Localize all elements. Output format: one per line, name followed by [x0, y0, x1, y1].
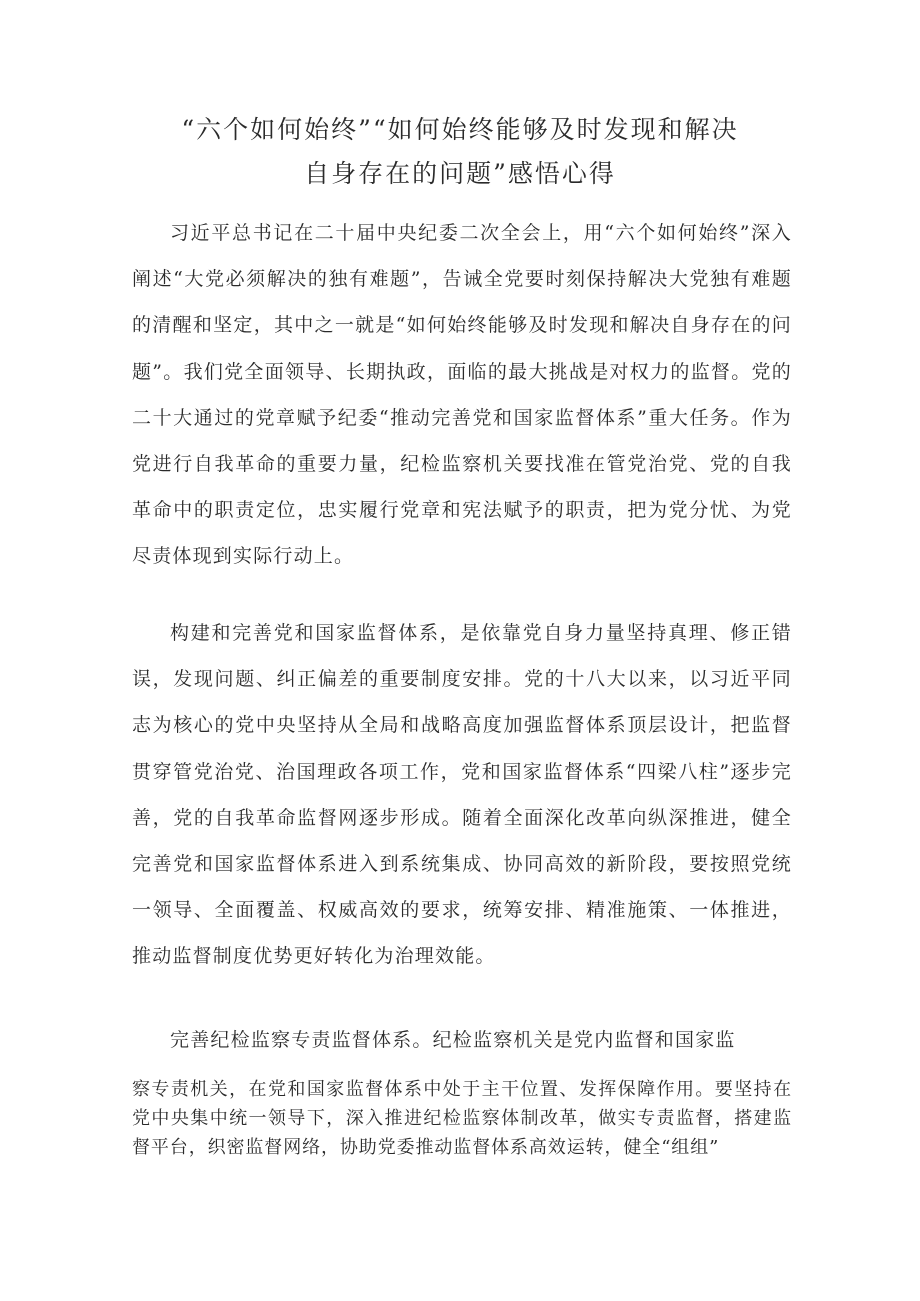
paragraph-2: 构建和完善党和国家监督体系，是依靠党自身力量坚持真理、修正错误，发现问题、纠正偏差的重要制度安排。党的十八大以来，以习近平同志为核心的党中央坚持从全局和战略高度加强监督体系顶层设计，把监督贯穿管党治党、治国理政各项工作，党和国家监督体系“四梁八柱”逐步完善，党的自我革命监督网逐步形成。随着全面深化改革向纵深推进，健全完善党和国家监督体系进入到系统集成、协同高效的新阶段，要按照党统一领导、全面覆盖、权威高效的要求，统筹安排、精准施策、一体推进，推动监督制度优势更好转化为治理效能。 [132, 622, 792, 968]
document-title-line-1: “六个如何始终”“如何始终能够及时发现和解决 [181, 115, 739, 144]
document-title-line-2: 自身存在的问题”感悟心得 [304, 159, 616, 188]
paragraph-3-first-line: 完善纪检监察专责监督体系。纪检监察机关是党内监督和国家监 [170, 1029, 736, 1051]
paragraph-3-continuation: 察专责机关，在党和国家监督体系中处于主干位置、发挥保障作用。要坚持在党中央集中统一领导下，深入推进纪检监察体制改革，做实专责监督，搭建监督平台，织密监督网络，协助党委推动监督体系高效运转，健全“组组” [132, 1079, 792, 1158]
paragraph-1: 习近平总书记在二十届中央纪委二次全会上，用“六个如何始终”深入阐述“大党必须解决的独有难题”，告诫全党要时刻保持解决大党独有难题的清醒和坚定，其中之一就是“如何始终能够及时发现和解决自身存在的问题”。我们党全面领导、长期执政，面临的最大挑战是对权力的监督。党的二十大通过的党章赋予纪委“推动完善党和国家监督体系”重大任务。作为党进行自我革命的重要力量，纪检监察机关要找准在管党治党、党的自我革命中的职责定位，忠实履行党章和宪法赋予的职责，把为党分忧、为党尽责体现到实际行动上。 [132, 222, 792, 568]
